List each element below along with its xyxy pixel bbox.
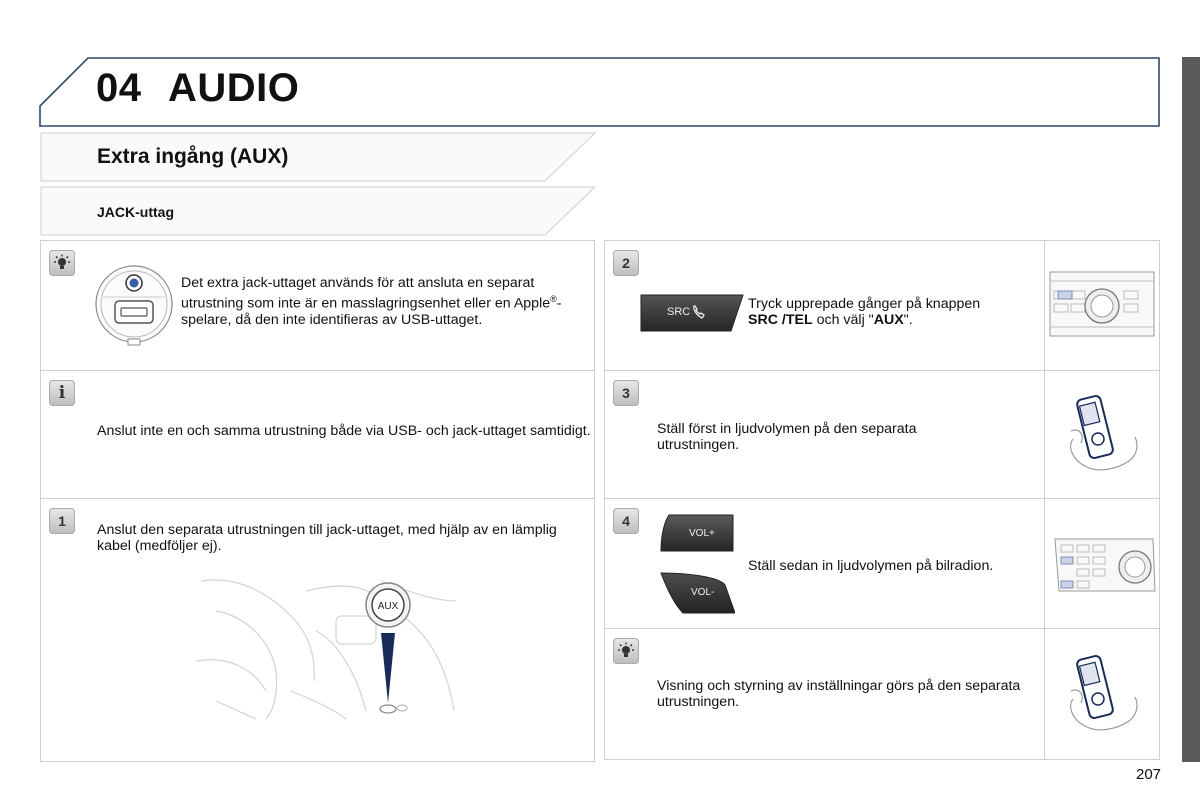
tip-panel-device xyxy=(604,628,1045,760)
radio-panel-volume-illustration xyxy=(1053,535,1157,595)
step-4-text: Ställ sedan in ljudvolymen på bilradion. xyxy=(748,558,994,574)
step-3-badge: 3 xyxy=(613,380,639,406)
step-2-badge: 2 xyxy=(613,250,639,276)
vol-minus-label: VOL- xyxy=(691,587,715,598)
step-4-radio-panel xyxy=(1044,498,1160,629)
vol-minus-button[interactable] xyxy=(659,571,735,615)
portable-player-hand-illustration xyxy=(1065,391,1141,475)
info-panel xyxy=(40,370,595,499)
tip-2-badge xyxy=(613,638,639,664)
tip-badge xyxy=(49,250,75,276)
lightbulb-icon xyxy=(617,642,635,660)
info-icon: i xyxy=(58,383,66,403)
step-1-badge: 1 xyxy=(49,508,75,534)
step-2-panel xyxy=(604,240,1045,371)
chapter-side-tab xyxy=(1182,57,1200,762)
chapter-title: AUDIO xyxy=(168,66,300,110)
info-badge xyxy=(49,380,75,406)
step-1-text: Anslut den separata utrustningen till jack-uttaget, med hjälp av en lämplig kabel (medföljer ej). xyxy=(97,522,557,554)
step-2-text: Tryck upprepade gånger på knappen SRC /TEL och välj "AUX". xyxy=(748,296,981,328)
tip-2-text: Visning och styrning av inställningar görs på den separata utrustningen. xyxy=(657,678,1021,710)
src-label: SRC xyxy=(667,306,691,318)
radio-panel-illustration xyxy=(1049,271,1155,337)
tip-2-device-panel xyxy=(1044,628,1160,760)
vol-plus-button[interactable] xyxy=(659,513,735,553)
jack-socket-illustration xyxy=(93,261,175,347)
info-text: Anslut inte en och samma utrustning både via USB- och jack-uttaget samtidigt. xyxy=(97,423,591,439)
phone-icon xyxy=(691,304,707,320)
aux-socket-label: AUX xyxy=(377,601,399,612)
tip-panel-jack xyxy=(40,240,595,371)
src-tel-button[interactable] xyxy=(637,293,745,333)
chapter-number: 04 xyxy=(96,66,142,110)
subsection-title: JACK-uttag xyxy=(97,204,174,220)
section-title: Extra ingång (AUX) xyxy=(97,145,289,168)
lightbulb-icon xyxy=(53,254,71,272)
step-3-text: Ställ först in ljudvolymen på den separata utrustningen. xyxy=(657,421,917,453)
tip-jack-text: Det extra jack-uttaget används för att ansluta en separat utrustning som inte är en masslagringsenhet eller en Apple®-spelare, då den inte identifieras av USB-uttaget. xyxy=(181,275,562,328)
car-interior-aux-illustration xyxy=(196,571,458,721)
page-number: 207 xyxy=(1136,766,1162,783)
step-1-panel xyxy=(40,498,595,762)
step-3-panel xyxy=(604,370,1045,499)
portable-player-hand-illustration xyxy=(1065,651,1141,735)
step-4-panel xyxy=(604,498,1045,629)
step-3-device-panel xyxy=(1044,370,1160,499)
vol-plus-label: VOL+ xyxy=(689,528,715,539)
step-4-badge: 4 xyxy=(613,508,639,534)
step-2-radio-panel xyxy=(1044,240,1160,371)
